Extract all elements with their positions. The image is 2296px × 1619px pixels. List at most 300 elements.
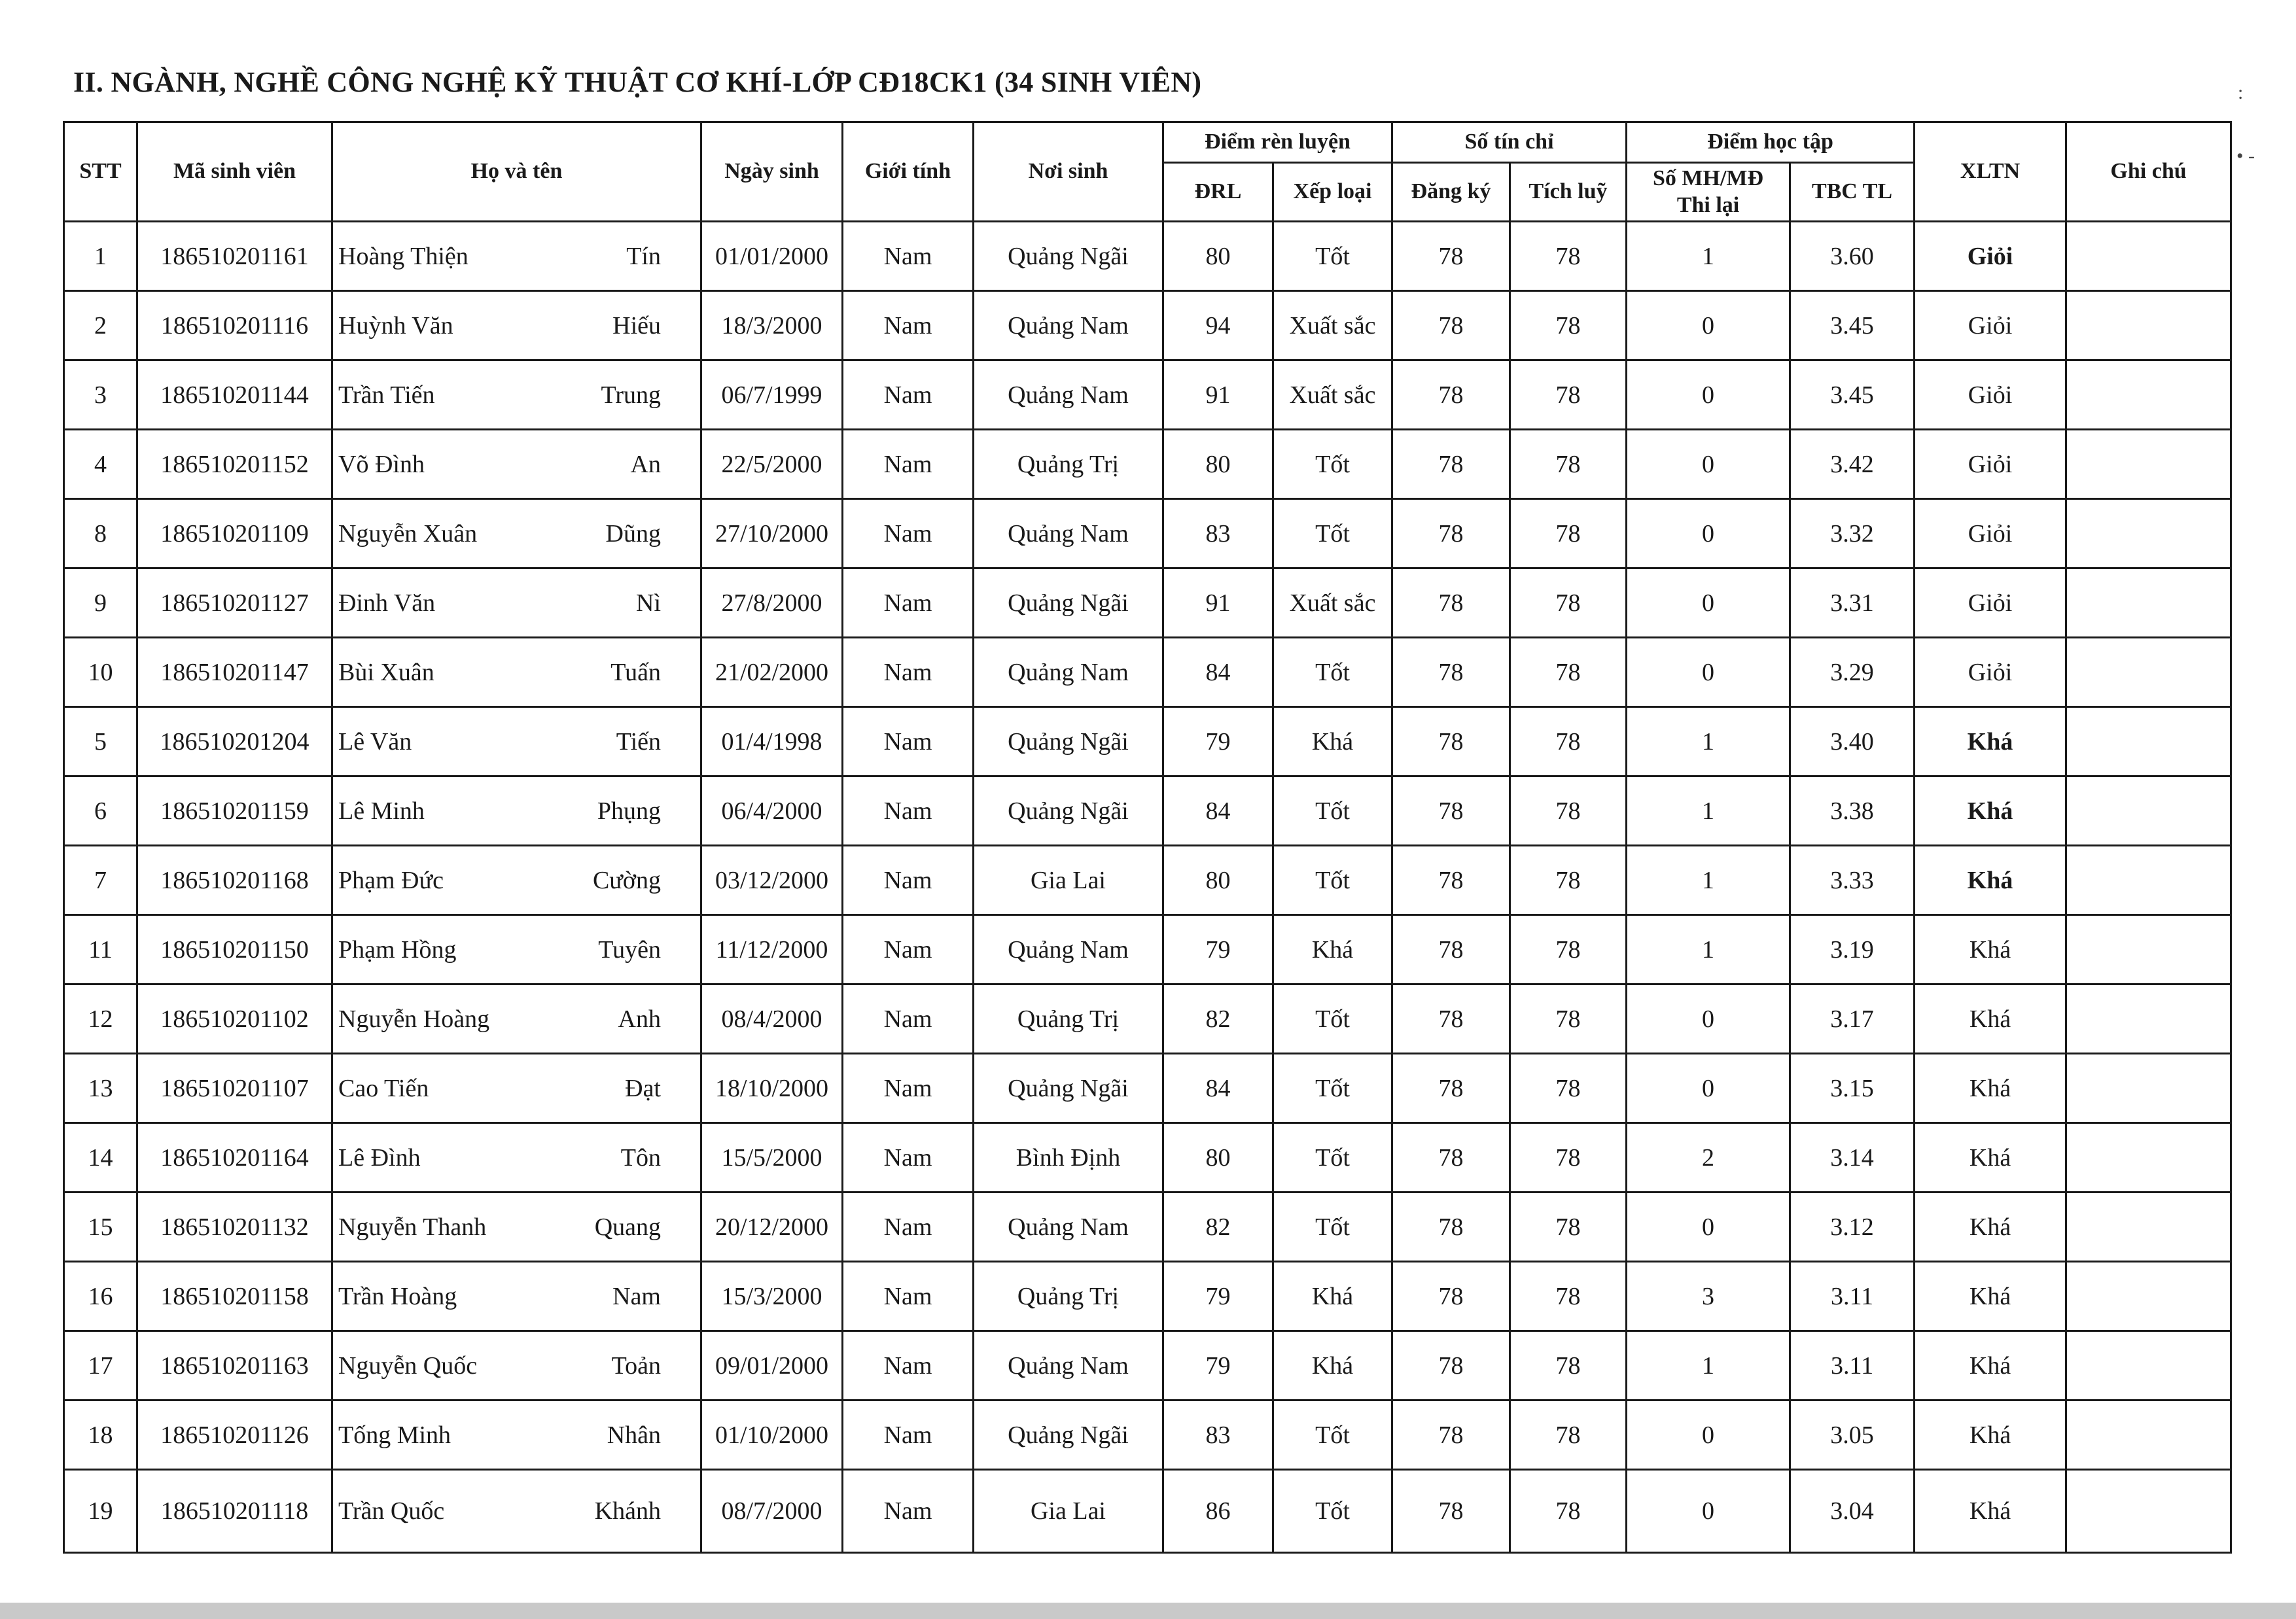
cell-dob: 18/10/2000 (701, 1054, 843, 1123)
cell-drl: 80 (1163, 1123, 1273, 1192)
last-middle-name: Phạm Đức (338, 866, 444, 894)
cell-birthplace: Quảng Nam (974, 915, 1163, 984)
cell-student-id: 186510201109 (137, 499, 332, 568)
cell-full-name (332, 430, 701, 499)
cell-dob: 01/4/1998 (701, 707, 843, 776)
cell-stt: 5 (64, 707, 137, 776)
cell-accumulated: 78 (1510, 846, 1627, 915)
cell-retake: 3 (1627, 1262, 1790, 1331)
cell-full-name (332, 568, 701, 638)
cell-full-name (332, 638, 701, 707)
table-header (64, 122, 2231, 222)
table-row (64, 499, 2231, 568)
cell-accumulated: 78 (1510, 915, 1627, 984)
cell-gender: Nam (843, 1192, 974, 1262)
cell-gender: Nam (843, 776, 974, 846)
table-row (64, 984, 2231, 1054)
full-name-wrap (333, 1213, 700, 1242)
cell-full-name (332, 1054, 701, 1123)
cell-dob: 21/02/2000 (701, 638, 843, 707)
cell-xltn: Khá (1915, 1123, 2066, 1192)
cell-retake: 1 (1627, 707, 1790, 776)
cell-gpa: 3.12 (1790, 1192, 1915, 1262)
cell-retake: 0 (1627, 430, 1790, 499)
last-middle-name: Nguyễn Thanh (338, 1213, 487, 1241)
cell-accumulated: 78 (1510, 360, 1627, 430)
cell-birthplace: Quảng Trị (974, 1262, 1163, 1331)
cell-gpa: 3.40 (1790, 707, 1915, 776)
cell-registered: 78 (1392, 360, 1510, 430)
cell-registered: 78 (1392, 707, 1510, 776)
cell-gpa: 3.11 (1790, 1331, 1915, 1401)
header-drl: ĐRL (1163, 163, 1273, 222)
header-retake: Số MH/MĐ Thi lại (1627, 163, 1790, 222)
cell-xltn: Giỏi (1915, 638, 2066, 707)
header-student-id: Mã sinh viên (137, 122, 332, 222)
cell-gpa: 3.42 (1790, 430, 1915, 499)
cell-student-id: 186510201150 (137, 915, 332, 984)
cell-conduct-rank: Khá (1273, 1262, 1392, 1331)
cell-drl: 86 (1163, 1470, 1273, 1553)
cell-full-name (332, 1331, 701, 1401)
table-row (64, 291, 2231, 360)
cell-drl: 82 (1163, 1192, 1273, 1262)
full-name-wrap (333, 1351, 700, 1380)
cell-student-id: 186510201164 (137, 1123, 332, 1192)
cell-conduct-rank: Tốt (1273, 638, 1392, 707)
cell-drl: 79 (1163, 1331, 1273, 1401)
edge-mark-top: : (2238, 82, 2244, 103)
cell-retake: 1 (1627, 1331, 1790, 1401)
last-middle-name: Võ Đình (338, 450, 425, 478)
cell-student-id: 186510201161 (137, 222, 332, 291)
cell-birthplace: Quảng Ngãi (974, 776, 1163, 846)
last-middle-name: Lê Đình (338, 1143, 421, 1172)
cell-registered: 78 (1392, 222, 1510, 291)
cell-student-id: 186510201159 (137, 776, 332, 846)
cell-full-name (332, 915, 701, 984)
cell-gender: Nam (843, 499, 974, 568)
table-row (64, 222, 2231, 291)
given-name: Đạt (625, 1074, 661, 1102)
given-name: Tuấn (610, 658, 661, 686)
given-name: Tín (626, 242, 661, 270)
cell-xltn: Khá (1915, 915, 2066, 984)
cell-student-id: 186510201158 (137, 1262, 332, 1331)
cell-registered: 78 (1392, 430, 1510, 499)
cell-accumulated: 78 (1510, 1470, 1627, 1553)
cell-stt: 8 (64, 499, 137, 568)
table-row (64, 1331, 2231, 1401)
cell-conduct-rank: Xuất sắc (1273, 568, 1392, 638)
last-middle-name: Nguyễn Quốc (338, 1351, 478, 1380)
full-name-wrap (333, 727, 700, 756)
given-name: Tôn (620, 1143, 661, 1172)
last-middle-name: Trần Tiến (338, 381, 435, 409)
cell-student-id: 186510201102 (137, 984, 332, 1054)
cell-xltn: Khá (1915, 1401, 2066, 1470)
cell-birthplace: Quảng Nam (974, 638, 1163, 707)
cell-note (2066, 291, 2231, 360)
cell-student-id: 186510201132 (137, 1192, 332, 1262)
cell-registered: 78 (1392, 776, 1510, 846)
cell-full-name (332, 1123, 701, 1192)
cell-accumulated: 78 (1510, 430, 1627, 499)
cell-xltn: Khá (1915, 707, 2066, 776)
cell-registered: 78 (1392, 1054, 1510, 1123)
cell-retake: 0 (1627, 1192, 1790, 1262)
header-credits-group: Số tín chỉ (1392, 122, 1627, 163)
cell-registered: 78 (1392, 1331, 1510, 1401)
cell-full-name (332, 1470, 701, 1553)
cell-gpa: 3.19 (1790, 915, 1915, 984)
cell-stt: 12 (64, 984, 137, 1054)
cell-drl: 80 (1163, 222, 1273, 291)
last-middle-name: Trần Quốc (338, 1497, 445, 1525)
cell-accumulated: 78 (1510, 222, 1627, 291)
given-name: Anh (618, 1005, 661, 1033)
cell-retake: 0 (1627, 1401, 1790, 1470)
cell-note (2066, 1470, 2231, 1553)
cell-dob: 06/7/1999 (701, 360, 843, 430)
cell-stt: 6 (64, 776, 137, 846)
cell-conduct-rank: Xuất sắc (1273, 291, 1392, 360)
cell-student-id: 186510201144 (137, 360, 332, 430)
cell-xltn: Giỏi (1915, 222, 2066, 291)
cell-drl: 94 (1163, 291, 1273, 360)
page-bottom-edge (0, 1603, 2296, 1619)
cell-gpa: 3.15 (1790, 1054, 1915, 1123)
table-row (64, 430, 2231, 499)
table-row (64, 1123, 2231, 1192)
cell-gpa: 3.32 (1790, 499, 1915, 568)
cell-note (2066, 1401, 2231, 1470)
cell-accumulated: 78 (1510, 1331, 1627, 1401)
cell-dob: 06/4/2000 (701, 776, 843, 846)
cell-accumulated: 78 (1510, 499, 1627, 568)
cell-dob: 01/10/2000 (701, 1401, 843, 1470)
cell-accumulated: 78 (1510, 291, 1627, 360)
cell-conduct-rank: Tốt (1273, 846, 1392, 915)
cell-xltn: Khá (1915, 1054, 2066, 1123)
cell-birthplace: Bình Định (974, 1123, 1163, 1192)
cell-full-name (332, 222, 701, 291)
cell-student-id: 186510201118 (137, 1470, 332, 1553)
full-name-wrap (333, 450, 700, 479)
cell-gpa: 3.45 (1790, 360, 1915, 430)
cell-dob: 08/7/2000 (701, 1470, 843, 1553)
cell-drl: 84 (1163, 1054, 1273, 1123)
cell-gender: Nam (843, 1331, 974, 1401)
table-row (64, 1401, 2231, 1470)
table-row (64, 638, 2231, 707)
table-row (64, 776, 2231, 846)
cell-drl: 80 (1163, 846, 1273, 915)
cell-stt: 9 (64, 568, 137, 638)
cell-drl: 79 (1163, 915, 1273, 984)
cell-gender: Nam (843, 360, 974, 430)
given-name: Cường (592, 866, 661, 894)
cell-accumulated: 78 (1510, 1123, 1627, 1192)
last-middle-name: Cao Tiến (338, 1074, 429, 1102)
cell-gpa: 3.45 (1790, 291, 1915, 360)
cell-registered: 78 (1392, 984, 1510, 1054)
full-name-wrap (333, 797, 700, 826)
cell-retake: 0 (1627, 1470, 1790, 1553)
cell-note (2066, 915, 2231, 984)
cell-gpa: 3.14 (1790, 1123, 1915, 1192)
cell-dob: 03/12/2000 (701, 846, 843, 915)
cell-full-name (332, 707, 701, 776)
table-row (64, 360, 2231, 430)
cell-note (2066, 707, 2231, 776)
cell-conduct-rank: Tốt (1273, 776, 1392, 846)
cell-conduct-rank: Khá (1273, 1331, 1392, 1401)
cell-dob: 11/12/2000 (701, 915, 843, 984)
table-row (64, 1192, 2231, 1262)
full-name-wrap (333, 1421, 700, 1450)
cell-birthplace: Quảng Nam (974, 1331, 1163, 1401)
cell-full-name (332, 291, 701, 360)
header-xltn: XLTN (1915, 122, 2066, 222)
cell-gender: Nam (843, 1262, 974, 1331)
cell-xltn: Khá (1915, 776, 2066, 846)
full-name-wrap (333, 1143, 700, 1172)
header-birthplace: Nơi sinh (974, 122, 1163, 222)
cell-gender: Nam (843, 846, 974, 915)
cell-drl: 84 (1163, 638, 1273, 707)
student-results-table (63, 121, 2232, 1554)
cell-registered: 78 (1392, 499, 1510, 568)
cell-conduct-rank: Tốt (1273, 222, 1392, 291)
given-name: Hiếu (612, 311, 661, 339)
cell-retake: 1 (1627, 915, 1790, 984)
cell-retake: 1 (1627, 846, 1790, 915)
cell-note (2066, 638, 2231, 707)
last-middle-name: Phạm Hồng (338, 935, 457, 964)
last-middle-name: Tống Minh (338, 1421, 451, 1449)
cell-retake: 0 (1627, 291, 1790, 360)
cell-birthplace: Quảng Ngãi (974, 222, 1163, 291)
cell-dob: 15/3/2000 (701, 1262, 843, 1331)
cell-conduct-rank: Tốt (1273, 499, 1392, 568)
cell-note (2066, 984, 2231, 1054)
cell-conduct-rank: Tốt (1273, 1054, 1392, 1123)
cell-student-id: 186510201152 (137, 430, 332, 499)
cell-birthplace: Quảng Trị (974, 430, 1163, 499)
cell-gpa: 3.60 (1790, 222, 1915, 291)
cell-note (2066, 846, 2231, 915)
table-row (64, 1262, 2231, 1331)
cell-full-name (332, 1192, 701, 1262)
cell-full-name (332, 846, 701, 915)
cell-accumulated: 78 (1510, 1192, 1627, 1262)
cell-registered: 78 (1392, 1123, 1510, 1192)
cell-accumulated: 78 (1510, 707, 1627, 776)
cell-drl: 83 (1163, 1401, 1273, 1470)
cell-dob: 22/5/2000 (701, 430, 843, 499)
cell-stt: 1 (64, 222, 137, 291)
cell-note (2066, 222, 2231, 291)
last-middle-name: Hoàng Thiện (338, 242, 468, 270)
cell-dob: 15/5/2000 (701, 1123, 843, 1192)
cell-student-id: 186510201127 (137, 568, 332, 638)
cell-conduct-rank: Tốt (1273, 1401, 1392, 1470)
cell-conduct-rank: Tốt (1273, 984, 1392, 1054)
cell-gender: Nam (843, 430, 974, 499)
cell-accumulated: 78 (1510, 1054, 1627, 1123)
header-conduct-group: Điểm rèn luyện (1163, 122, 1392, 163)
cell-gender: Nam (843, 1054, 974, 1123)
table-row (64, 915, 2231, 984)
cell-note (2066, 360, 2231, 430)
cell-accumulated: 78 (1510, 776, 1627, 846)
full-name-wrap (333, 1282, 700, 1311)
cell-gpa: 3.04 (1790, 1470, 1915, 1553)
cell-dob: 18/3/2000 (701, 291, 843, 360)
cell-note (2066, 430, 2231, 499)
cell-retake: 2 (1627, 1123, 1790, 1192)
full-name-wrap (333, 311, 700, 340)
header-gender: Giới tính (843, 122, 974, 222)
cell-gender: Nam (843, 291, 974, 360)
cell-note (2066, 499, 2231, 568)
cell-note (2066, 1054, 2231, 1123)
cell-dob: 27/10/2000 (701, 499, 843, 568)
cell-stt: 16 (64, 1262, 137, 1331)
cell-accumulated: 78 (1510, 1262, 1627, 1331)
full-name-wrap (333, 1005, 700, 1034)
cell-gpa: 3.05 (1790, 1401, 1915, 1470)
cell-drl: 83 (1163, 499, 1273, 568)
cell-note (2066, 568, 2231, 638)
cell-drl: 80 (1163, 430, 1273, 499)
cell-retake: 1 (1627, 222, 1790, 291)
given-name: Phụng (597, 797, 661, 825)
header-accumulated: Tích luỹ (1510, 163, 1627, 222)
cell-note (2066, 1331, 2231, 1401)
cell-birthplace: Quảng Nam (974, 499, 1163, 568)
table-row (64, 707, 2231, 776)
cell-stt: 7 (64, 846, 137, 915)
last-middle-name: Nguyễn Xuân (338, 519, 478, 548)
cell-dob: 08/4/2000 (701, 984, 843, 1054)
cell-retake: 0 (1627, 360, 1790, 430)
cell-registered: 78 (1392, 568, 1510, 638)
cell-drl: 84 (1163, 776, 1273, 846)
header-full-name: Họ và tên (332, 122, 701, 222)
given-name: Tiến (616, 727, 661, 756)
last-middle-name: Lê Minh (338, 797, 425, 825)
given-name: An (630, 450, 661, 478)
cell-full-name (332, 360, 701, 430)
cell-registered: 78 (1392, 291, 1510, 360)
cell-registered: 78 (1392, 1262, 1510, 1331)
cell-registered: 78 (1392, 1401, 1510, 1470)
cell-student-id: 186510201168 (137, 846, 332, 915)
cell-registered: 78 (1392, 1192, 1510, 1262)
section-title: II. NGÀNH, NGHỀ CÔNG NGHỆ KỸ THUẬT CƠ KHÍ-LỚP CĐ18CK1 (34 SINH VIÊN) (73, 66, 1202, 98)
cell-xltn: Khá (1915, 846, 2066, 915)
cell-drl: 79 (1163, 1262, 1273, 1331)
cell-drl: 82 (1163, 984, 1273, 1054)
cell-accumulated: 78 (1510, 1401, 1627, 1470)
cell-birthplace: Quảng Ngãi (974, 707, 1163, 776)
given-name: Toản (611, 1351, 661, 1380)
cell-xltn: Khá (1915, 1192, 2066, 1262)
cell-stt: 2 (64, 291, 137, 360)
cell-birthplace: Quảng Ngãi (974, 568, 1163, 638)
cell-retake: 0 (1627, 984, 1790, 1054)
cell-gpa: 3.29 (1790, 638, 1915, 707)
given-name: Dũng (605, 519, 661, 548)
cell-stt: 14 (64, 1123, 137, 1192)
cell-stt: 18 (64, 1401, 137, 1470)
cell-xltn: Khá (1915, 984, 2066, 1054)
cell-stt: 13 (64, 1054, 137, 1123)
last-middle-name: Lê Văn (338, 727, 412, 756)
cell-conduct-rank: Xuất sắc (1273, 360, 1392, 430)
cell-retake: 0 (1627, 1054, 1790, 1123)
cell-conduct-rank: Tốt (1273, 430, 1392, 499)
cell-drl: 91 (1163, 360, 1273, 430)
last-middle-name: Bùi Xuân (338, 658, 434, 686)
cell-birthplace: Quảng Ngãi (974, 1401, 1163, 1470)
cell-xltn: Khá (1915, 1331, 2066, 1401)
cell-conduct-rank: Khá (1273, 707, 1392, 776)
table-row (64, 846, 2231, 915)
cell-student-id: 186510201163 (137, 1331, 332, 1401)
cell-conduct-rank: Tốt (1273, 1192, 1392, 1262)
cell-student-id: 186510201107 (137, 1054, 332, 1123)
cell-full-name (332, 1262, 701, 1331)
full-name-wrap (333, 589, 700, 618)
header-study-group: Điểm học tập (1627, 122, 1915, 163)
cell-stt: 10 (64, 638, 137, 707)
cell-conduct-rank: Tốt (1273, 1470, 1392, 1553)
cell-stt: 3 (64, 360, 137, 430)
cell-xltn: Giỏi (1915, 499, 2066, 568)
cell-full-name (332, 776, 701, 846)
cell-stt: 4 (64, 430, 137, 499)
cell-birthplace: Gia Lai (974, 846, 1163, 915)
cell-note (2066, 1192, 2231, 1262)
cell-dob: 20/12/2000 (701, 1192, 843, 1262)
given-name: Tuyên (598, 935, 661, 964)
cell-dob: 01/01/2000 (701, 222, 843, 291)
cell-gpa: 3.31 (1790, 568, 1915, 638)
cell-student-id: 186510201116 (137, 291, 332, 360)
cell-xltn: Giỏi (1915, 430, 2066, 499)
full-name-wrap (333, 381, 700, 409)
cell-student-id: 186510201147 (137, 638, 332, 707)
cell-gender: Nam (843, 638, 974, 707)
cell-birthplace: Quảng Trị (974, 984, 1163, 1054)
given-name: Nì (636, 589, 661, 617)
cell-retake: 1 (1627, 776, 1790, 846)
cell-accumulated: 78 (1510, 568, 1627, 638)
last-middle-name: Nguyễn Hoàng (338, 1005, 490, 1033)
cell-gender: Nam (843, 1470, 974, 1553)
cell-birthplace: Gia Lai (974, 1470, 1163, 1553)
full-name-wrap (333, 658, 700, 687)
cell-student-id: 186510201204 (137, 707, 332, 776)
cell-full-name (332, 984, 701, 1054)
given-name: Nhân (607, 1421, 661, 1449)
cell-gender: Nam (843, 1123, 974, 1192)
header-dob: Ngày sinh (701, 122, 843, 222)
cell-birthplace: Quảng Ngãi (974, 1054, 1163, 1123)
